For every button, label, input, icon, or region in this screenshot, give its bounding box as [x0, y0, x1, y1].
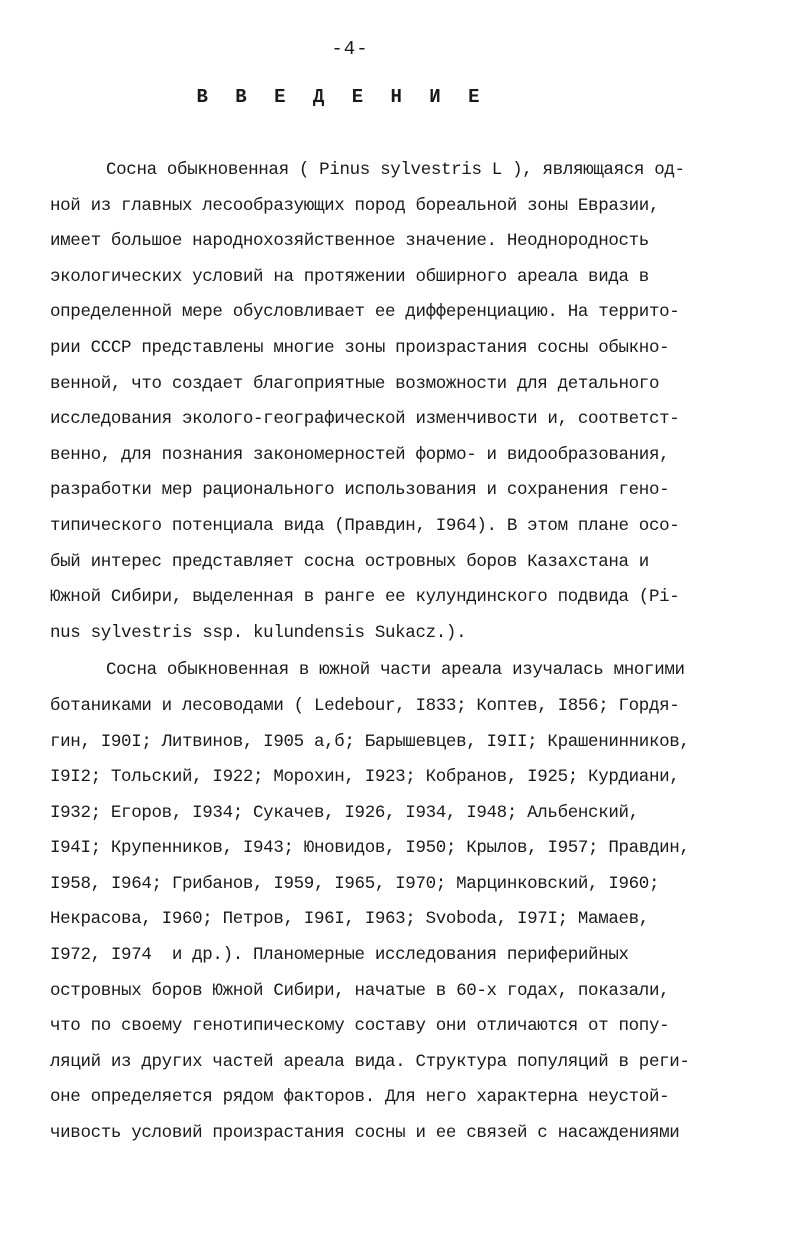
paragraph [50, 653, 740, 1151]
text-line: гин, I90I; Литвинов, I905 а,б; Барышевцев, I9II; Крашенинников, [50, 731, 690, 752]
text-line: Южной Сибири, выделенная в ранге ее кулундинского подвида (Pi- [50, 587, 680, 608]
section-heading: В В Е Д Е Н И Е [196, 86, 488, 108]
text-line: исследования эколого-географической изменчивости и, соответст- [50, 409, 680, 430]
body-text [50, 153, 740, 1152]
text-line: бый интерес представляет сосна островных боров Казахстана и [50, 551, 649, 572]
text-line: Некрасова, I960; Петров, I96I, I963; Svoboda, I97I; Мамаев, [50, 909, 649, 930]
text-line: венно, для познания закономерностей формо- и видообразования, [50, 444, 670, 465]
text-line: I94I; Крупенников, I943; Юновидов, I950; Крылов, I957; Правдин, [50, 838, 690, 859]
text-line: ляций из других частей ареала вида. Структура популяций в реги- [50, 1051, 690, 1072]
text-line: типического потенциала вида (Правдин, I964). В этом плане осо- [50, 515, 680, 536]
text-line: разработки мер рационального использования и сохранения гено- [50, 480, 670, 501]
text-line: ной из главных лесообразующих пород бореальной зоны Евразии, [50, 195, 660, 216]
text-line: определенной мере обусловливает ее дифференциацию. На террито- [50, 302, 680, 323]
text-line: имеет большое народнохозяйственное значение. Неоднородность [50, 231, 649, 252]
text-line: что по своему генотипическому составу они отличаются от попу- [50, 1016, 670, 1037]
text-line: Сосна обыкновенная в южной части ареала изучалась многими [106, 660, 685, 681]
text-line: I972, I974 и др.). Планомерные исследования периферийных [50, 945, 629, 966]
page-number: -4- [331, 38, 369, 60]
text-line: I932; Егоров, I934; Сукачев, I926, I934, I948; Альбенский, [50, 802, 639, 823]
text-line: nus sylvestris ssp. kulundensis Sukacz.). [50, 622, 467, 643]
text-line: I9I2; Тольский, I922; Морохин, I923; Кобранов, I925; Курдиани, [50, 767, 680, 788]
text-line: ботаниками и лесоводами ( Ledebour, I833; Коптев, I856; Гордя- [50, 695, 680, 716]
text-line: Сосна обыкновенная ( Pinus sylvestris L ), являющаяся од- [106, 160, 685, 180]
text-line: рии СССР представлены многие зоны произрастания сосны обыкно- [50, 337, 670, 358]
text-line: I958, I964; Грибанов, I959, I965, I970; Марцинковский, I960; [50, 873, 660, 894]
text-line: экологических условий на протяжении обширного ареала вида в [50, 266, 649, 287]
text-line: оне определяется рядом факторов. Для него характерна неустой- [50, 1087, 670, 1108]
text-line: венной, что создает благоприятные возможности для детального [50, 373, 660, 394]
text-line: чивость условий произрастания сосны и ее связей с насаждениями [50, 1123, 680, 1144]
paragraph [50, 153, 740, 651]
text-line: островных боров Южной Сибири, начатые в 60-х годах, показали, [50, 980, 670, 1001]
